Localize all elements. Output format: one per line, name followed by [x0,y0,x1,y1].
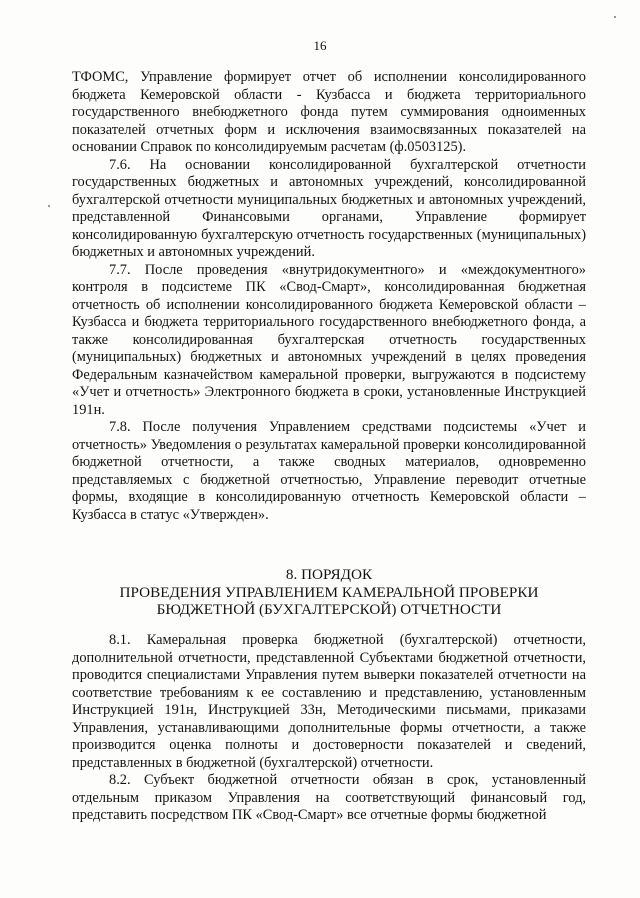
section-heading-line-3: БЮДЖЕТНОЙ (БУХГАЛТЕРСКОЙ) ОТЧЕТНОСТИ [156,601,502,618]
paragraph-7-5-continuation: ТФОМС, Управление формирует отчет об исполнении консолидированного бюджета Кемеровской области - Кузбасса и бюджета территориального государственного внебюджетного фонда путем суммирования одноименных показателей отчетных форм и исключения взаимосвязанных показателей на основании Справок по консолидируемым расчетам (ф.0503125). [72,69,586,155]
paragraph-7-7: 7.7. После проведения «внутридокументного» и «междокументного» контроля в подсистеме ПК «Свод-Смарт», консолидированная бюджетная отчетность об исполнении консолидированного бюджета Кемеровской области – Кузбасса и бюджета территориального государственного внебюджетного фонда, а также консолидированная бухгалтерская отчетность государственных (муниципальных) бюджетных и автономных учреждений в целях проведения Федеральным казначейством камеральной проверки, выгружаются в подсистему «Учет и отчетность» Электронного бюджета в сроки, установленные Инструкцией 191н. [72,261,586,418]
section-heading-line-1: 8. ПОРЯДОК [285,566,373,583]
page-number: 16 [313,38,327,53]
paragraph-7-8: 7.8. После получения Управлением средствами подсистемы «Учет и отчетность» Уведомления о результатах камеральной проверки консолидированной бюджетной отчетности, а также сводных материалов, одновременно представляемых с бюджетной отчетностью, Управление переводит отчетные формы, входящие в консолидированную отчетность Кемеровской области – Кузбасса в статус «Утвержден». [72,419,586,523]
section-heading-line-2: ПРОВЕДЕНИЯ УПРАВЛЕНИЕМ КАМЕРАЛЬНОЙ ПРОВЕРКИ [119,583,539,601]
section-8-heading [72,566,586,619]
section-8-body [72,632,586,825]
paragraph-8-1: 8.1. Камеральная проверка бюджетной (бухгалтерской) отчетности, дополнительной отчетности, представленной Субъектами бюджетной отчетности, проводится специалистами Управления путем выверки показателей отчетности на соответствие требованиям к ее составлению и представлению, установленным Инструкцией 191н, Инструкцией 33н, Методическими письмами, приказами Управления, устанавливающими дополнительные формы отчетности, а также производится оценка полноты и достоверности показателей и сведений, представленных в бюджетной (бухгалтерской) отчетности. [72,632,586,771]
paragraph-8-2: 8.2. Субъект бюджетной отчетности обязан в срок, установленный отдельным приказом Управления на соответствующий финансовый год, представить посредством ПК «Свод-Смарт» все отчетные формы бюджетной [72,772,586,823]
section-7-continuation [72,69,586,524]
scan-speck [614,16,616,18]
paragraph-7-6: 7.6. На основании консолидированной бухгалтерской отчетности государственных бюджетных и автономных учреждений, консолидированной бухгалтерской отчетности муниципальных бюджетных и автономных учреждений, представленной Финансовыми органами, Управление формирует консолидированную бухгалтерскую отчетность государственных (муниципальных) бюджетных и автономных учреждений. [72,156,586,260]
scan-speck [48,205,50,207]
